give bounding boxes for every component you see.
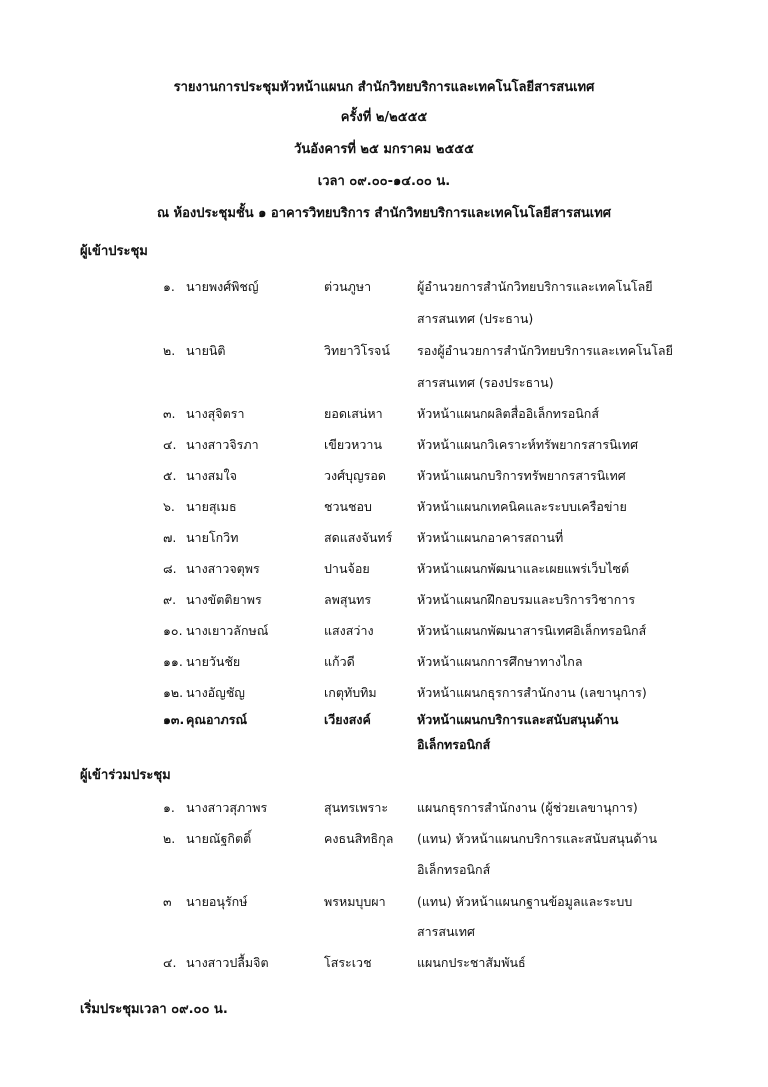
co-attendee-position: แผนกธุรการสำนักงาน (ผู้ช่วยเลขานุการ) — [417, 800, 638, 815]
row-number: ๓ — [163, 894, 172, 909]
co-attendee-row — [0, 829, 768, 853]
row-number: ๙. — [163, 592, 177, 607]
attendee-position-cont: สารสนเทศ (ประธาน) — [417, 311, 534, 326]
attendee-name: นายพงศ์พิชญ์ — [186, 279, 259, 294]
meeting-time: เวลา ๐๙.๐๐-๑๔.๐๐ น. — [317, 174, 451, 189]
meeting-location: ณ ห้องประชุมชั้น ๑ อาคารวิทยบริการ สำนักวิทยบริการและเทคโนโลยีสารสนเทศ — [156, 206, 612, 221]
row-number: ๑๐. — [163, 623, 183, 638]
co-attendee-surname: คงธนสิทธิกุล — [324, 831, 394, 846]
co-attendee-surname: สุนทรเพราะ — [324, 800, 389, 815]
attendee-name: นายสุเมธ — [186, 499, 237, 514]
attendee-row — [0, 652, 768, 676]
attendee-surname: ยอดเสน่หา — [324, 406, 383, 421]
attendee-row — [0, 559, 768, 583]
co-attendee-row — [0, 798, 768, 822]
attendee-position: หัวหน้าแผนกพัฒนาและเผยแพร่เว็บไซต์ — [417, 561, 630, 576]
attendee-surname: เวียงสงค์ — [324, 712, 371, 727]
attendee-row — [0, 497, 768, 521]
row-number: ๑๑. — [163, 654, 183, 669]
row-number: ๑. — [163, 800, 175, 815]
attendee-position: หัวหน้าแผนกอาคารสถานที่ — [417, 530, 564, 545]
attendee-surname: สดแสงจันทร์ — [324, 530, 393, 545]
attendee-position: หัวหน้าแผนกผลิตสื่ออิเล็กทรอนิกส์ — [417, 406, 600, 421]
co-attendee-name: นางสาวปลื้มจิต — [186, 955, 269, 970]
row-number: ๕. — [163, 468, 177, 483]
attendee-name: นางอัญชัญ — [186, 685, 245, 700]
row-number: ๑๒. — [163, 685, 184, 700]
attendee-position: หัวหน้าแผนกพัฒนาสารนิเทศอิเล็กทรอนิกส์ — [417, 623, 647, 638]
attendee-position: หัวหน้าแผนกฝึกอบรมและบริการวิชาการ — [417, 592, 636, 607]
attendee-name: นางขัตติยาพร — [186, 592, 262, 607]
meeting-number: ครั้งที่ ๒/๒๕๕๕ — [340, 110, 428, 125]
attendee-position: หัวหน้าแผนกธุรการสำนักงาน (เลขานุการ) — [417, 685, 647, 700]
meeting-start-time: เริ่มประชุมเวลา ๐๙.๐๐ น. — [80, 1002, 228, 1017]
attendees-heading: ผู้เข้าประชุม — [80, 244, 148, 259]
co-attendee-position-cont: อิเล็กทรอนิกส์ — [417, 862, 491, 877]
attendee-name: นายนิติ — [186, 343, 226, 358]
attendee-position: หัวหน้าแผนกวิเคราะห์ทรัพยากรสารนิเทศ — [417, 437, 639, 452]
co-attendee-surname: พรหมบุบผา — [324, 894, 386, 909]
co-attendee-position: แผนกประชาสัมพันธ์ — [417, 955, 526, 970]
meeting-date: วันอังคารที่ ๒๕ มกราคม ๒๕๕๕ — [294, 142, 474, 157]
row-number: ๘. — [163, 561, 177, 576]
attendee-name: นางสมใจ — [186, 468, 237, 483]
row-number: ๓. — [163, 406, 176, 421]
co-attendee-name: นายณัฐกิตติ์ — [186, 831, 252, 846]
row-number: ๖. — [163, 499, 175, 514]
co-attendee-row — [0, 953, 768, 977]
attendee-row — [0, 341, 768, 365]
attendee-surname: เขียวหวาน — [324, 437, 382, 452]
attendee-surname: ต่วนภูษา — [324, 279, 372, 294]
attendee-name: นายวันชัย — [186, 654, 241, 669]
attendee-surname: วิทยาวิโรจน์ — [324, 343, 390, 358]
co-attendee-row — [0, 892, 768, 916]
co-attendees-heading: ผู้เข้าร่วมประชุม — [80, 768, 171, 783]
attendee-name: นายโกวิท — [186, 530, 239, 545]
attendee-name: นางสาวจตุพร — [186, 561, 260, 576]
report-title: รายงานการประชุมหัวหน้าแผนก สำนักวิทยบริการและเทคโนโลยีสารสนเทศ — [173, 80, 595, 95]
attendee-surname: ลพสุนทร — [324, 592, 372, 607]
attendee-name: นางสาวจิรภา — [186, 437, 259, 452]
attendee-row — [0, 621, 768, 645]
attendee-position: ผู้อำนวยการสำนักวิทยบริการและเทคโนโลยี — [417, 279, 653, 294]
attendee-row — [0, 683, 768, 707]
row-number: ๔. — [163, 955, 177, 970]
attendee-name: คุณอาภรณ์ — [186, 712, 248, 727]
attendee-position: หัวหน้าแผนกการศึกษาทางไกล — [417, 654, 583, 669]
attendee-surname: แก้วดี — [324, 654, 355, 669]
attendee-name: นางสุจิตรา — [186, 406, 245, 421]
co-attendee-position: (แทน) หัวหน้าแผนกบริการและสนับสนุนด้าน — [417, 831, 658, 846]
co-attendee-position: (แทน) หัวหน้าแผนกฐานข้อมูลและระบบ — [417, 894, 633, 909]
attendee-surname: ปานจ้อย — [324, 561, 370, 576]
attendee-name: นางเยาวลักษณ์ — [186, 623, 269, 638]
co-attendee-name: นายอนุรักษ์ — [186, 894, 248, 909]
co-attendee-surname: โสระเวช — [324, 955, 372, 970]
attendee-row — [0, 710, 768, 734]
row-number: ๔. — [163, 437, 177, 452]
co-attendee-name: นางสาวสุภาพร — [186, 800, 268, 815]
attendee-surname: เกตุทับทิม — [324, 685, 377, 700]
attendee-surname: ชวนชอบ — [324, 499, 372, 514]
row-number: ๒. — [163, 343, 176, 358]
attendee-row — [0, 590, 768, 614]
attendee-position: หัวหน้าแผนกบริการทรัพยากรสารนิเทศ — [417, 468, 626, 483]
row-number: ๒. — [163, 831, 176, 846]
attendee-row — [0, 466, 768, 490]
attendee-row — [0, 528, 768, 552]
attendee-surname: แสงสว่าง — [324, 623, 374, 638]
attendee-position: หัวหน้าแผนกเทคนิคและระบบเครือข่าย — [417, 499, 627, 514]
row-number: ๗. — [163, 530, 177, 545]
attendee-row — [0, 404, 768, 428]
attendee-position-cont: อิเล็กทรอนิกส์ — [417, 737, 491, 752]
attendee-position: รองผู้อำนวยการสำนักวิทยบริการและเทคโนโลยี — [417, 343, 673, 358]
attendee-position-cont: สารสนเทศ (รองประธาน) — [417, 375, 554, 390]
attendee-surname: วงศ์บุญรอด — [324, 468, 386, 483]
attendee-row — [0, 277, 768, 301]
row-number: ๑๓. — [163, 712, 185, 727]
co-attendee-position-cont: สารสนเทศ — [417, 924, 475, 939]
attendee-position: หัวหน้าแผนกบริการและสนับสนุนด้าน — [417, 712, 619, 727]
attendee-row — [0, 435, 768, 459]
row-number: ๑. — [163, 279, 175, 294]
